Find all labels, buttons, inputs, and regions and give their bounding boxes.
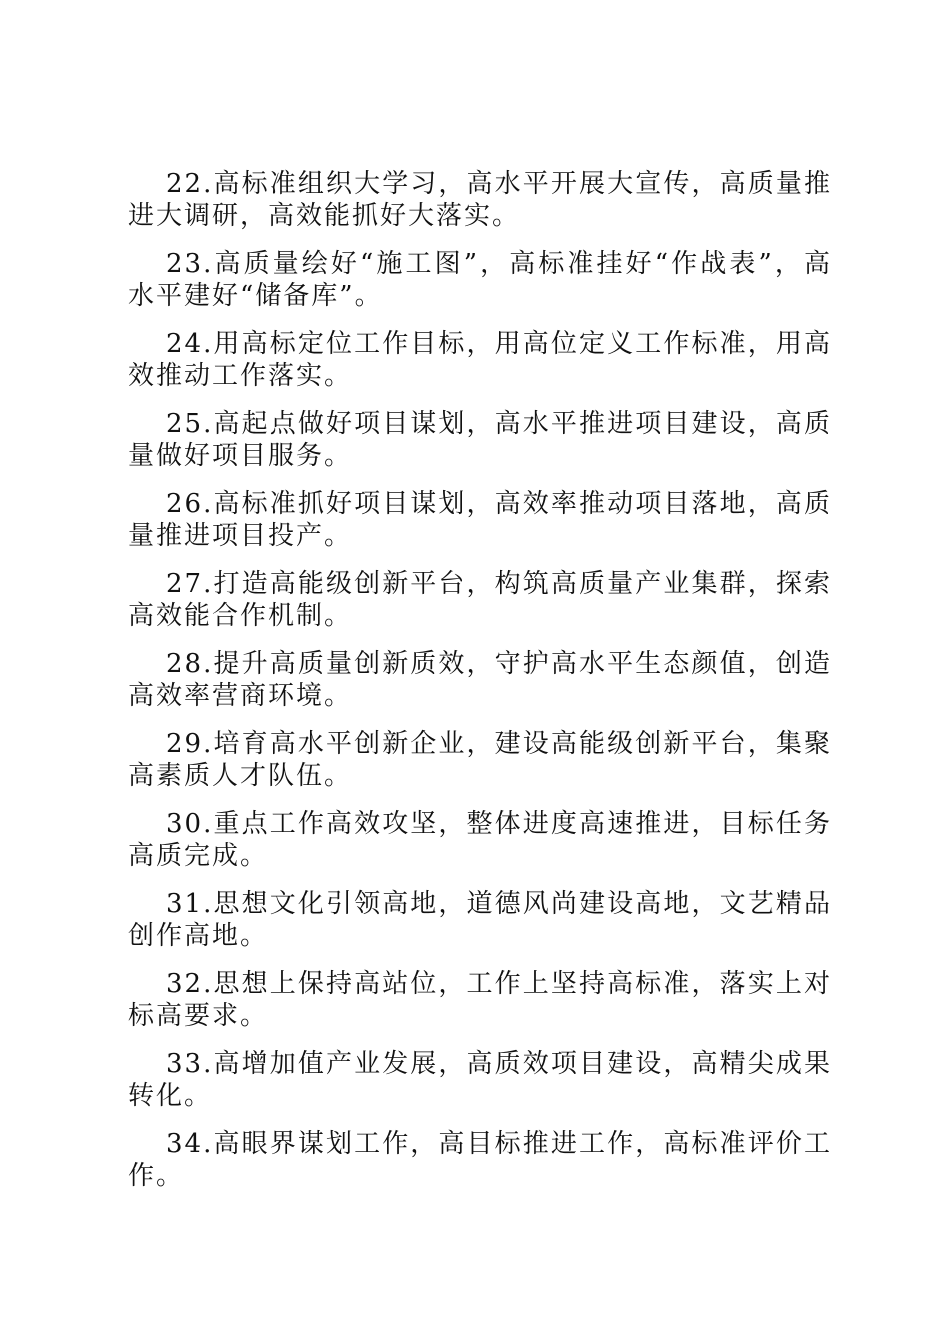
list-item-24: 24.用高标定位工作目标，用高位定义工作标准，用高效推动工作落实。: [128, 329, 832, 391]
list-item-30: 30.重点工作高效攻坚，整体进度高速推进，目标任务高质完成。: [128, 809, 832, 871]
list-item-29: 29.培育高水平创新企业，建设高能级创新平台，集聚高素质人才队伍。: [128, 729, 832, 791]
list-item-31: 31.思想文化引领高地，道德风尚建设高地，文艺精品创作高地。: [128, 889, 832, 951]
list-item-26: 26.高标准抓好项目谋划，高效率推动项目落地，高质量推进项目投产。: [128, 489, 832, 551]
list-item-23: 23.高质量绘好“施工图”，高标准挂好“作战表”，高水平建好“储备库”。: [128, 249, 832, 311]
document-body: [128, 168, 832, 1208]
list-item-27: 27.打造高能级创新平台，构筑高质量产业集群，探索高效能合作机制。: [128, 569, 832, 631]
list-item-22: 22.高标准组织大学习，高水平开展大宣传，高质量推进大调研，高效能抓好大落实。: [128, 169, 832, 231]
list-item-34: 34.高眼界谋划工作，高目标推进工作，高标准评价工作。: [128, 1129, 832, 1191]
list-item-32: 32.思想上保持高站位，工作上坚持高标准，落实上对标高要求。: [128, 969, 832, 1031]
list-item-28: 28.提升高质量创新质效，守护高水平生态颜值，创造高效率营商环境。: [128, 649, 832, 711]
list-item-33: 33.高增加值产业发展，高质效项目建设，高精尖成果转化。: [128, 1049, 832, 1111]
list-item-25: 25.高起点做好项目谋划，高水平推进项目建设，高质量做好项目服务。: [128, 409, 832, 471]
